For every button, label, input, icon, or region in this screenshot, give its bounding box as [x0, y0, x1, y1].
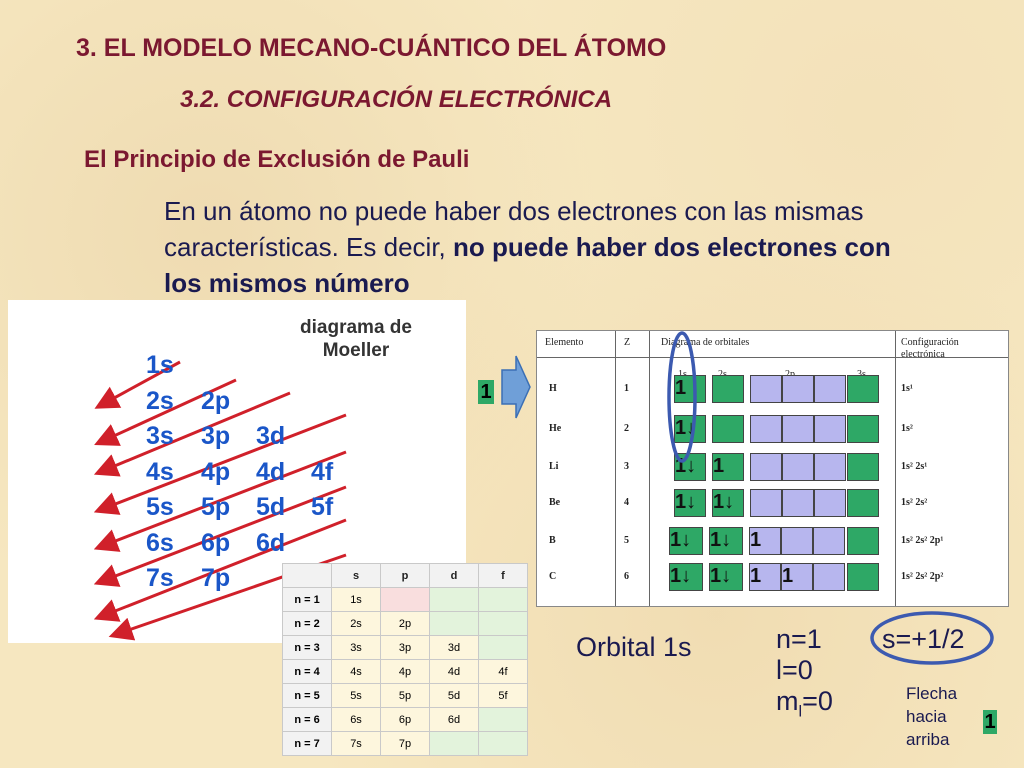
col-element: Elemento	[545, 337, 584, 348]
orbital-2p-box	[782, 489, 814, 517]
electron-config: 1s² 2s² 2p²	[901, 571, 944, 582]
table-cell: 4f	[479, 660, 528, 684]
table-header: p	[381, 564, 430, 588]
moeller-orbital-1-1: 2p	[201, 386, 231, 415]
table-row	[283, 684, 528, 708]
table-row	[283, 732, 528, 756]
table-cell: 6s	[332, 708, 381, 732]
row-header: n = 5	[283, 684, 332, 708]
table-cell: 5p	[381, 684, 430, 708]
moeller-orbital-3-0: 4s	[146, 457, 174, 486]
quantum-numbers	[776, 624, 833, 727]
atomic-number: 2	[624, 423, 629, 434]
quantum-n: n=1	[776, 624, 822, 654]
moeller-title-line2: Moeller	[322, 340, 390, 361]
paragraph-text: En un átomo no puede haber dos electrones con las mismas características. Es decir,	[164, 196, 864, 262]
element-symbol: Be	[549, 497, 561, 508]
moeller-orbital-6-0: 7s	[146, 564, 174, 592]
table-cell	[381, 588, 430, 612]
table-row	[283, 588, 528, 612]
orbital-2p-box	[813, 563, 845, 591]
orbital-2s-box	[712, 375, 744, 403]
moeller-orbital-4-2: 5d	[256, 493, 286, 521]
orbital-2p-box	[782, 415, 814, 443]
table-cell	[479, 732, 528, 756]
orbital-2p-box	[813, 527, 845, 555]
moeller-orbital-3-3: 4f	[311, 457, 334, 486]
orbital-3s-box	[847, 527, 879, 555]
flecha-note	[906, 682, 957, 751]
orbital-2p-box	[814, 453, 846, 481]
table-cell	[479, 708, 528, 732]
element-symbol: H	[549, 383, 557, 394]
orbital-2p-box	[750, 415, 782, 443]
column-divider	[895, 331, 896, 606]
column-divider	[649, 331, 650, 606]
table-cell: 3d	[430, 636, 479, 660]
orbital-2p-box	[750, 453, 782, 481]
table-cell: 5f	[479, 684, 528, 708]
table-cell: 2p	[381, 612, 430, 636]
orbital-2s-box	[712, 415, 744, 443]
ml-base: m	[776, 686, 799, 716]
electron-config: 1s² 2s²	[901, 497, 928, 508]
quantum-s: s=+1/2	[882, 624, 965, 654]
orbital-1s-box: 1↓	[669, 527, 703, 555]
moeller-orbital-3-2: 4d	[256, 457, 286, 486]
moeller-orbital-2-0: 3s	[146, 422, 174, 450]
table-cell	[430, 612, 479, 636]
table-header: s	[332, 564, 381, 588]
element-symbol: Li	[549, 461, 559, 472]
orbital-1s-box: 1↓	[674, 415, 706, 443]
table-cell: 3s	[332, 636, 381, 660]
table-cell: 5s	[332, 684, 381, 708]
orbital-2p-box	[782, 453, 814, 481]
ml-val: =0	[802, 686, 833, 716]
electron-config: 1s² 2s² 2p¹	[901, 535, 944, 546]
moeller-orbital-4-3: 5f	[311, 493, 334, 521]
table-header: f	[479, 564, 528, 588]
table-cell: 7p	[381, 732, 430, 756]
quantum-l: l=0	[776, 655, 813, 685]
table-row	[283, 660, 528, 684]
orbital-label: Orbital 1s	[576, 632, 692, 662]
moeller-orbital-1-0: 2s	[146, 386, 174, 415]
orbital-2s-box: 1	[712, 453, 744, 481]
atomic-number: 3	[624, 461, 629, 472]
element-symbol: B	[549, 535, 556, 546]
orbital-3s-box	[847, 375, 879, 403]
orbital-2s-box: 1↓	[709, 527, 743, 555]
table-cell	[479, 588, 528, 612]
quantum-number-table	[282, 563, 528, 756]
table-cell	[430, 732, 479, 756]
orbital-2s-box: 1↓	[712, 489, 744, 517]
table-cell	[479, 636, 528, 660]
orbital-2s-box: 1↓	[709, 563, 743, 591]
table-cell: 6p	[381, 708, 430, 732]
column-divider	[615, 331, 616, 606]
moeller-orbital-0-0: 1s	[146, 351, 174, 379]
orbital-3s-box	[847, 563, 879, 591]
col-config-line1: Configuración	[901, 337, 959, 348]
orbital-1s-box: 1↓	[674, 453, 706, 481]
table-cell: 4d	[430, 660, 479, 684]
table-header	[283, 564, 332, 588]
row-header: n = 3	[283, 636, 332, 660]
orbital-3s-box	[847, 415, 879, 443]
table-cell: 2s	[332, 612, 381, 636]
moeller-orbital-5-2: 6d	[256, 528, 286, 557]
spin-up-marker: 1	[478, 380, 494, 404]
orbital-2p-box	[814, 415, 846, 443]
table-header: d	[430, 564, 479, 588]
quantum-ml	[776, 686, 833, 727]
moeller-title-line1: diagrama de	[300, 317, 412, 338]
element-symbol: C	[549, 571, 557, 582]
orbital-2p-box: 1	[749, 563, 781, 591]
row-header: n = 7	[283, 732, 332, 756]
orbital-2p-box	[814, 489, 846, 517]
orbital-2p-box: 1	[781, 563, 813, 591]
flecha-line3: arriba	[906, 730, 950, 749]
ml-sub: l	[798, 703, 803, 721]
table-cell: 6d	[430, 708, 479, 732]
moeller-orbital-3-1: 4p	[201, 457, 231, 486]
col-diagram: Diagrama de orbitales	[661, 337, 750, 348]
moeller-orbital-6-1: 7p	[201, 564, 231, 592]
atomic-number: 5	[624, 535, 629, 546]
orbital-2p-box	[782, 375, 814, 403]
orbital-1s-box: 1↓	[669, 563, 703, 591]
moeller-orbital-4-0: 5s	[146, 493, 174, 521]
section-heading: El Principio de Exclusión de Pauli	[84, 146, 470, 173]
orbital-diagram-table	[536, 330, 1009, 607]
col-z: Z	[624, 337, 631, 348]
orbital-1s-box: 1	[674, 375, 706, 403]
row-header: n = 4	[283, 660, 332, 684]
moeller-orbital-5-0: 6s	[146, 528, 174, 557]
table-cell: 5d	[430, 684, 479, 708]
header-divider	[537, 357, 1008, 358]
moeller-orbital-4-1: 5p	[201, 493, 231, 521]
table-row	[283, 612, 528, 636]
orbital-1s-box: 1↓	[674, 489, 706, 517]
orbital-3s-box	[847, 453, 879, 481]
paragraph-bold: no puede haber dos electrones con los mismos número	[164, 232, 891, 298]
orbital-2p-box	[814, 375, 846, 403]
row-header: n = 2	[283, 612, 332, 636]
flecha-line2: hacia	[906, 707, 947, 726]
slide-subtitle: 3.2. CONFIGURACIÓN ELECTRÓNICA	[180, 86, 613, 113]
row-header: n = 6	[283, 708, 332, 732]
electron-config: 1s²	[901, 423, 913, 434]
table-row	[283, 708, 528, 732]
atomic-number: 4	[624, 497, 629, 508]
table-cell: 4s	[332, 660, 381, 684]
atomic-number: 1	[624, 383, 629, 394]
orbital-2p-box	[750, 489, 782, 517]
orbital-2p-box	[750, 375, 782, 403]
electron-config: 1s² 2s¹	[901, 461, 928, 472]
orbital-3s-box	[847, 489, 879, 517]
atomic-number: 6	[624, 571, 629, 582]
moeller-orbital-5-1: 6p	[201, 528, 231, 557]
spin-up-marker-small: 1	[984, 711, 996, 733]
table-cell: 3p	[381, 636, 430, 660]
table-cell: 4p	[381, 660, 430, 684]
table-cell	[430, 588, 479, 612]
moeller-orbital-2-1: 3p	[201, 422, 231, 450]
table-cell	[479, 612, 528, 636]
orbital-2p-box: 1	[749, 527, 781, 555]
col-config-line2: electrónica	[901, 349, 945, 360]
element-symbol: He	[549, 423, 562, 434]
table-cell: 7s	[332, 732, 381, 756]
electron-config: 1s¹	[901, 383, 913, 394]
right-arrow-icon	[500, 354, 532, 420]
row-header: n = 1	[283, 588, 332, 612]
orbital-2p-box	[781, 527, 813, 555]
table-row	[283, 636, 528, 660]
flecha-line1: Flecha	[906, 684, 958, 703]
slide-title: 3. EL MODELO MECANO-CUÁNTICO DEL ÁTOMO	[76, 34, 667, 62]
table-cell: 1s	[332, 588, 381, 612]
moeller-orbital-2-2: 3d	[256, 422, 286, 450]
